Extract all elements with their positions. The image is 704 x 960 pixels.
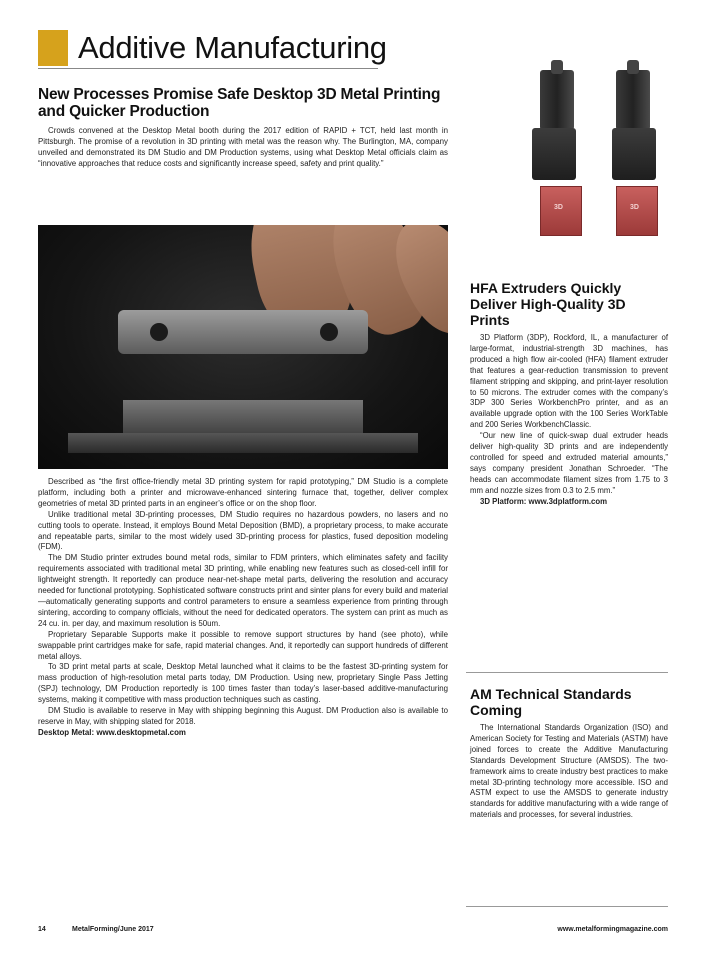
section-rule [38,68,378,69]
article-paragraph: Proprietary Separable Supports make it possible to remove support structures by hand (see photo), while swappable print cartridges make for safe, rapid material changes. And, it reportedly can support hundreds of different metal alloys. [38,629,448,661]
extruder-motor [540,70,574,130]
support-structure [123,400,363,436]
extruder-knob [627,60,639,74]
extruder-block [532,128,576,180]
side-article-credit: 3D Platform: www.3dplatform.com [480,496,608,506]
extruder-motor [616,70,650,130]
article-paragraph: “Our new line of quick-swap dual extruder heads deliver high-quality 3D prints and are independently controlled for speed and extruded material amounts,” says company president Jonathan Schroeder. “The heads can accommodate filament sizes from 1.75 to 3 mm and nozzle sizes from 0.3 to 2.5 mm.” [470,431,668,495]
column-divider [466,906,668,907]
article-paragraph: Described as “the first office-friendly metal 3D printing system for rapid prototyping,” DM Studio is a complete platform, including both a printer and microwave-enhanced sintering furnace that, together, deliver complex geometries of metal 3D printed parts in an engineer’s office or on the shop floor. [38,477,448,508]
extruder-block [612,128,656,180]
metal-part-photo [38,225,448,469]
side-article-standards [470,686,668,821]
extruder-knob [551,60,563,74]
page-footer [38,926,668,940]
article-paragraph: To 3D print metal parts at scale, Desktop Metal launched what it claims to be the fastest 3D-printing system for mass production of high-resolution metal parts today, DM Production. Using new, proprietary Single Pass Jetting (SPJ) technology, DM Production reportedly is 100 times faster than today’s laser-based additive-manufacturing systems, making it competitive with mass production techniques such as casting. [38,662,448,705]
magazine-url: www.metalformingmagazine.com [557,926,668,933]
column-divider [466,672,668,673]
extruder-label: 3D [554,204,563,211]
article-paragraph: Unlike traditional metal 3D-printing processes, DM Studio requires no hazardous powders, no lasers and no cutting tools to operate. Instead, it employs Bound Metal Deposition (BMD), a proprietary process, to make accurate and repeatable parts, similar to the most widely used 3D-printing process for plastics, fused deposition modeling (FDM). [38,509,448,552]
side-article-headline: AM Technical Standards Coming [470,686,632,718]
extruder-label: 3D [630,204,639,211]
main-article-credit: Desktop Metal: www.desktopmetal.com [38,727,186,737]
article-paragraph: DM Studio is available to reserve in May with shipping beginning this August. DM Production also is available to reserve in May, with shipping slated for 2018. [38,706,448,726]
main-article-intro [38,126,448,170]
section-title: Additive Manufacturing [78,30,387,65]
main-article-continued [38,477,448,739]
article-paragraph: The DM Studio printer extrudes bound metal rods, similar to FDM printers, which eliminates safety and facility requirements associated with traditional metal 3D printing, while enabling new features such as closed-cell infill for lightweight strength. It reportedly can produce near-net-shape metal parts, delivering the resolution and accuracy needed for functional prototyping. Sophisticated software constructs print and sinter plans for every build and material—automatically generating supports and control parameters to ensure a seamless experience from printing through sintering, according to company officials, without the need for dedicated operators. The system can print as much as 24 cu. in. per day, and maximum resolution is 50um. [38,553,448,628]
build-plate [68,433,418,453]
page-number: 14 [38,926,46,933]
main-article [38,86,448,170]
side-article-extruders [470,280,668,508]
side-article-headline: HFA Extruders Quickly Deliver High-Quality 3D Prints [470,280,626,328]
section-header [38,28,387,68]
magazine-issue: MetalForming/June 2017 [72,926,154,933]
part-hole [320,323,338,341]
article-paragraph: 3D Platform (3DP), Rockford, IL, a manufacturer of large-format, industrial-strength 3D machines, has produced a high flow air-cooled (HFA) filament extruder that features a gear-reduction transmission to prevent filament stripping and skipping, and print-layer resolution to 50 microns. The extruder comes with the company’s 3DP 300 Series WorkbenchPro printer, and as an available upgrade option with the 100 Series WorkTable and 200 Series WorkbenchClassic. [470,333,668,430]
part-hole [150,323,168,341]
main-article-headline: New Processes Promise Safe Desktop 3D Metal Printing and Quicker Production [38,86,441,120]
section-accent-bar [38,30,68,66]
main-article-body [38,477,448,728]
extruder-photo [520,60,680,270]
article-paragraph: The International Standards Organization (ISO) and American Society for Testing and Materials (ASTM) have joined forces to create the Additive Manufacturing Standards Development Structure (AMSDS). The two-framework aims to create industry best practices to make metal 3D-printing technology more accessible. ISO and ASTM expect to use the AMSDS to generate industry standards for additive manufacturing with a wide range of materials and processes, for several industries. [470,723,668,820]
extruder-housing [616,186,658,236]
article-paragraph: Crowds convened at the Desktop Metal booth during the 2017 edition of RAPID + TCT, held last month in Pittsburgh. The promise of a revolution in 3D printing with metal was the reason why. The Burlington, MA, company unveiled and demonstrated its DM Studio and DM Production systems, using what Desktop Metal officials claim as “innovative approaches that reduce costs and significantly increase speed, safety and print quality.” [38,126,448,168]
extruder-housing [540,186,582,236]
